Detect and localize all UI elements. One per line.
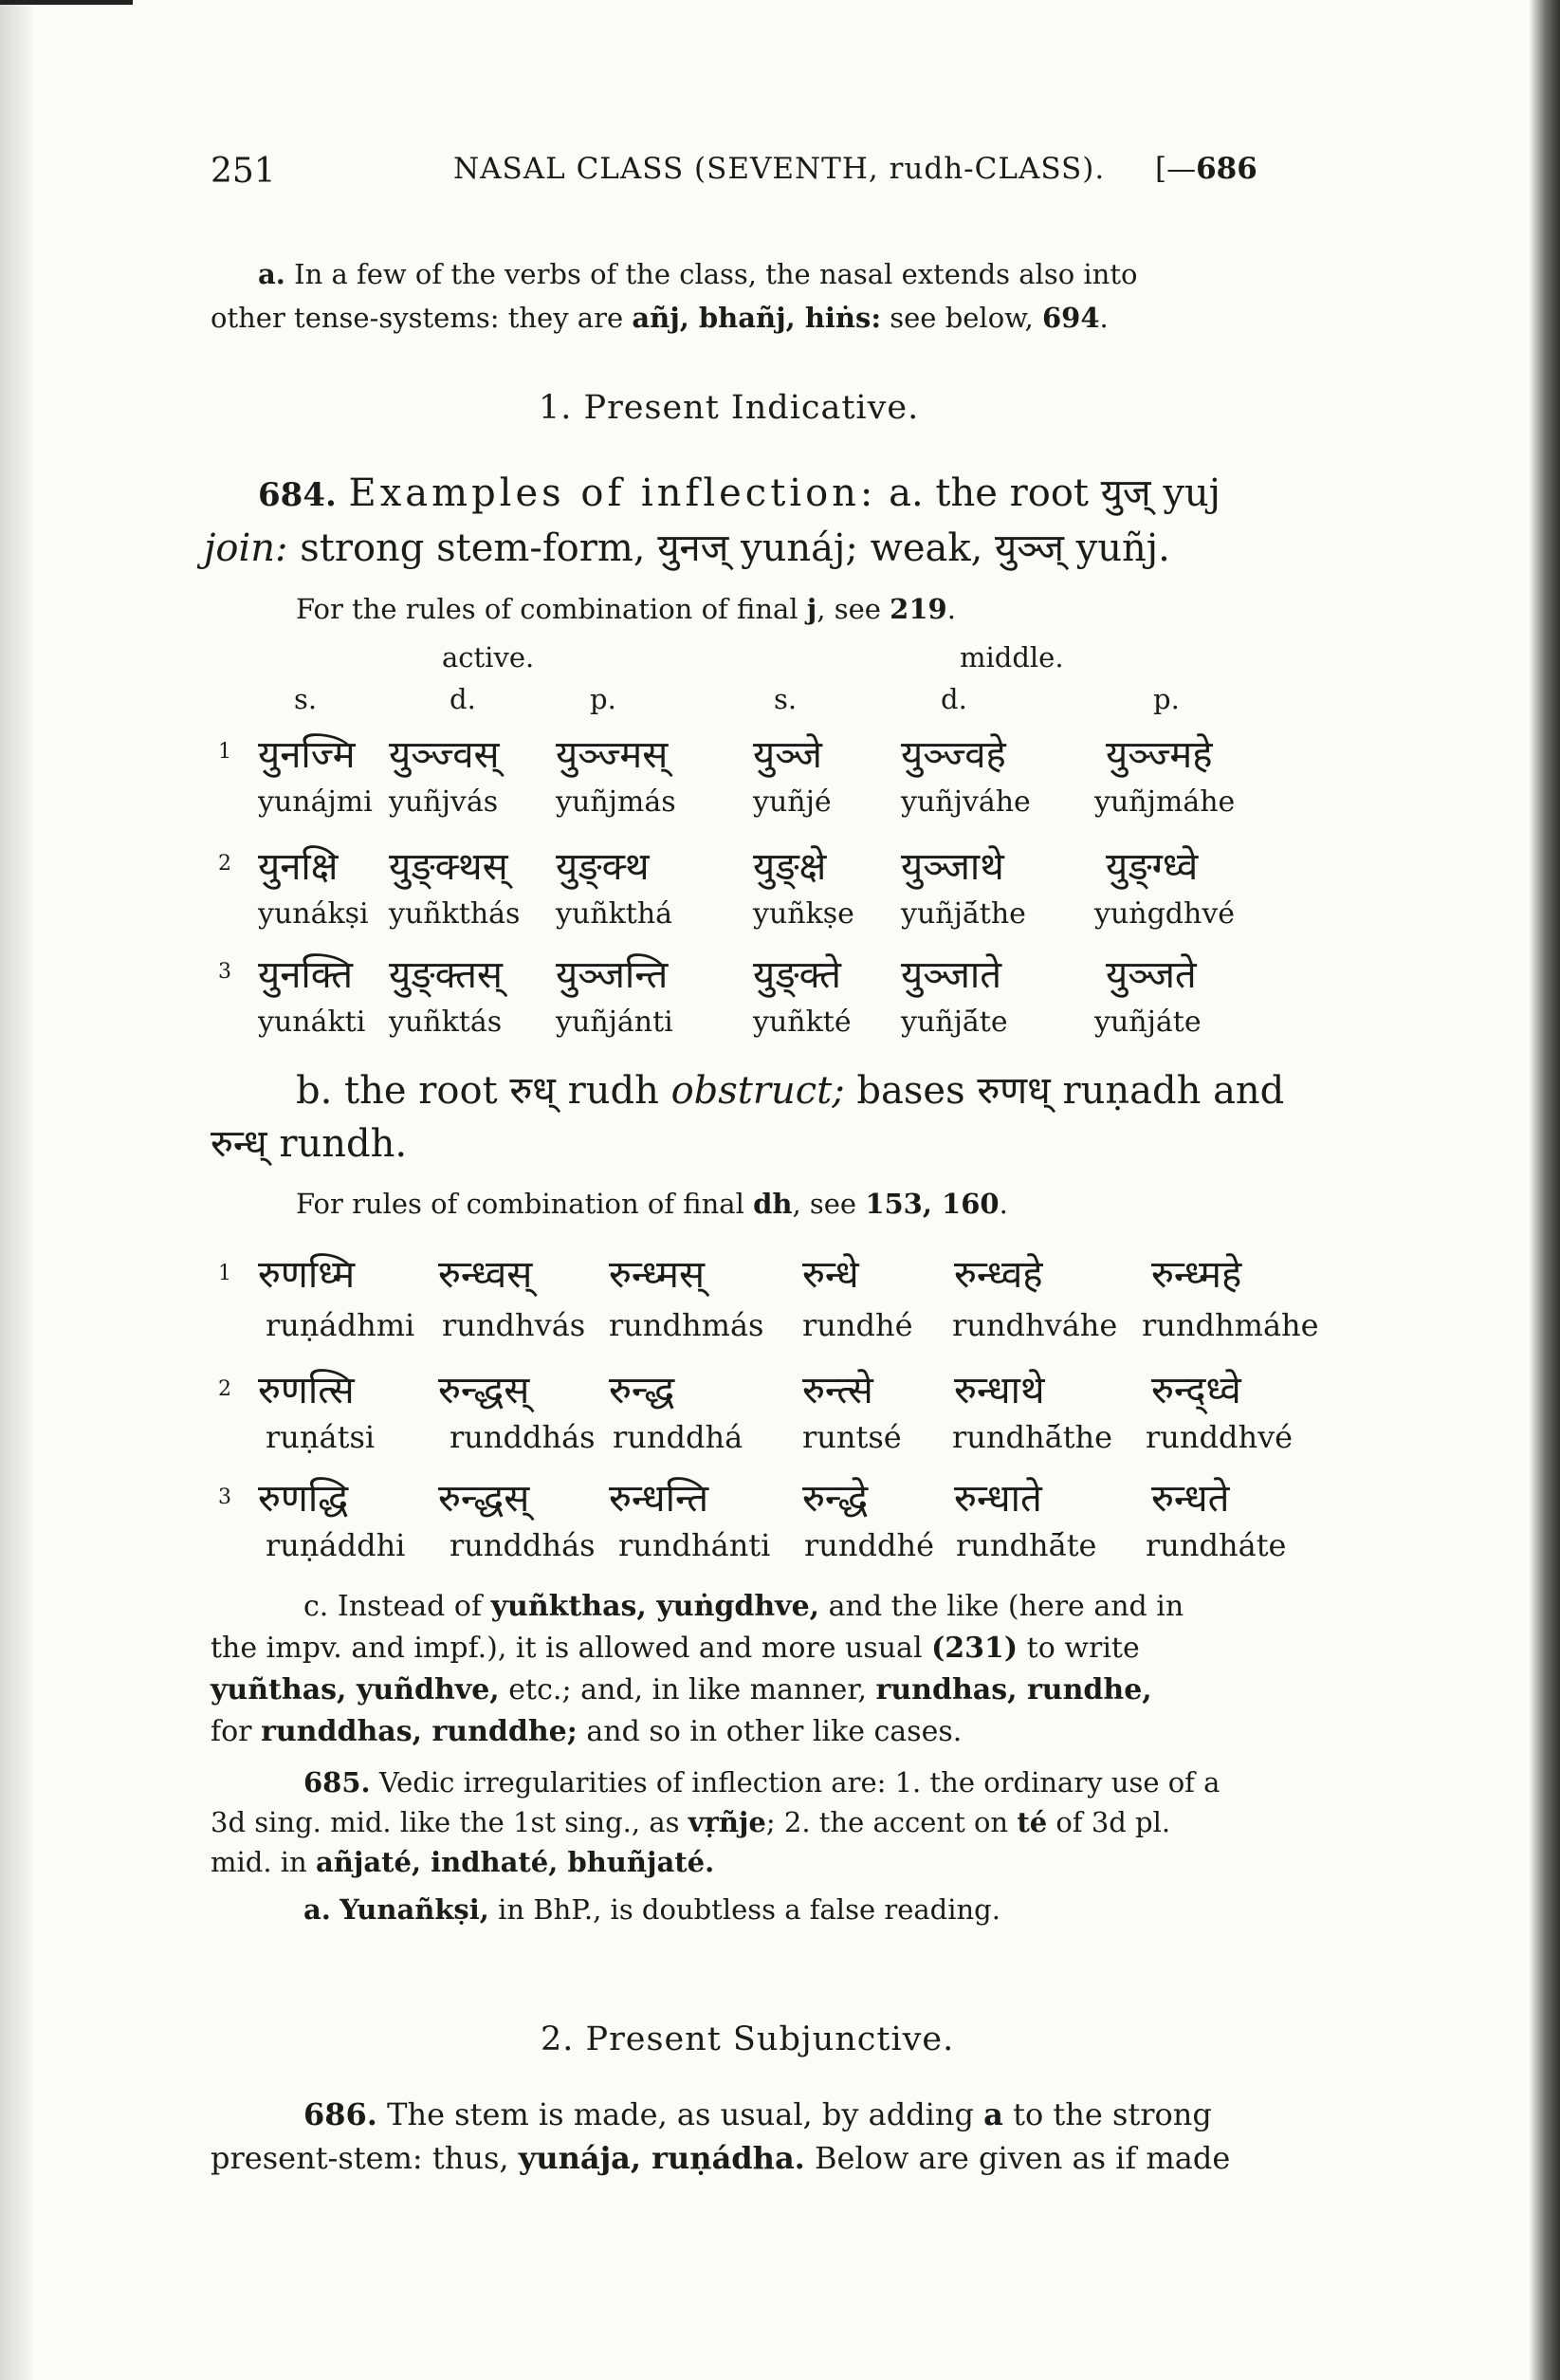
translit-form: ruṇátsi bbox=[266, 1419, 376, 1455]
translit-form: yunákṣi bbox=[258, 897, 369, 931]
translit-form: yuñktás bbox=[389, 1006, 503, 1039]
deva-form: रुन्द्धे bbox=[802, 1477, 869, 1521]
deva-form: युञ्जाथे bbox=[901, 845, 1004, 889]
translit-form: yuñjé bbox=[753, 785, 832, 819]
deva-form: युञ्ज्मस् bbox=[556, 733, 669, 777]
translit-form: rundhā́te bbox=[956, 1527, 1097, 1563]
deva-form: रुणत्सि bbox=[258, 1369, 355, 1412]
person-number: 1 bbox=[218, 1262, 231, 1285]
deva-form: रुन्ध्महे bbox=[1151, 1253, 1242, 1297]
deva-form: युङ्क्थस् bbox=[389, 845, 508, 889]
deva-form: युङ्क्षे bbox=[753, 845, 827, 889]
para-684-line1: 684. Examples of inflection: a. the root युज् yuj bbox=[258, 471, 1221, 515]
deva-form: रुन्धते bbox=[1151, 1477, 1230, 1521]
translit-form: rundhmáhe bbox=[1142, 1307, 1319, 1343]
person-number: 2 bbox=[218, 1377, 231, 1401]
deva-form: रुन्द्ध bbox=[609, 1369, 675, 1412]
section-range: [—686 bbox=[1155, 152, 1257, 186]
translit-form: yuñjā́the bbox=[901, 897, 1026, 931]
translit-form: yuṅgdhvé bbox=[1094, 897, 1236, 931]
translit-form: yuñjváhe bbox=[901, 785, 1031, 819]
translit-form: yuñjmáhe bbox=[1094, 785, 1236, 819]
deva-form: रुन्त्से bbox=[802, 1369, 873, 1412]
deva-form: रुन्द्धस् bbox=[438, 1369, 530, 1412]
number-label: s. bbox=[774, 683, 798, 715]
deva-form: रुन्धाथे bbox=[954, 1369, 1045, 1412]
deva-form: रुन्धन्ति bbox=[609, 1477, 709, 1521]
para-686-line1: 686. The stem is made, as usual, by adding a to the strong bbox=[303, 2096, 1212, 2132]
person-number: 3 bbox=[218, 960, 231, 984]
section-heading-present-indicative: 1. Present Indicative. bbox=[539, 389, 920, 427]
translit-form: yuñkṣe bbox=[753, 897, 854, 931]
deva-form: युनज्मि bbox=[258, 733, 356, 777]
number-label: d. bbox=[450, 683, 476, 715]
para-684-rules-note: For the rules of combination of final j, see 219. bbox=[296, 593, 956, 625]
deva-form: युङ्क्थ bbox=[556, 845, 650, 889]
translit-form: runddhás bbox=[450, 1419, 596, 1455]
para-684c-line2: the impv. and impf.), it is allowed and more usual (231) to write bbox=[211, 1632, 1140, 1665]
deva-form: युञ्ज्वहे bbox=[901, 733, 1006, 777]
translit-form: runddhá bbox=[613, 1419, 743, 1455]
translit-form: yuñjvás bbox=[389, 785, 499, 819]
para-684-line2: join: strong stem-form, युनज् yunáj; weak, युञ्ज् yuñj. bbox=[204, 526, 1170, 570]
deva-form: रुणध्मि bbox=[258, 1253, 356, 1297]
deva-form: युङ्क्तस् bbox=[389, 953, 503, 997]
number-label: s. bbox=[294, 683, 318, 715]
translit-form: runddhé bbox=[804, 1527, 935, 1563]
translit-form: yuñjánti bbox=[556, 1006, 673, 1039]
translit-form: runddhás bbox=[450, 1527, 596, 1563]
translit-form: yuñkté bbox=[753, 1006, 852, 1039]
translit-form: rundháte bbox=[1146, 1527, 1287, 1563]
deva-form: युनक्षि bbox=[258, 845, 339, 889]
deva-form: रुन्द्धस् bbox=[438, 1477, 530, 1521]
translit-form: ruṇádhmi bbox=[266, 1307, 415, 1343]
translit-form: rundhváhe bbox=[952, 1307, 1118, 1343]
translit-form: ruṇáddhi bbox=[266, 1527, 406, 1563]
translit-form: rundhé bbox=[802, 1307, 913, 1343]
deva-form: रुन्ध्मस् bbox=[609, 1253, 705, 1297]
translit-form: rundhánti bbox=[618, 1527, 771, 1563]
section-heading-present-subjunctive: 2. Present Subjunctive. bbox=[541, 2020, 955, 2058]
deva-form: रुन्ध्वहे bbox=[954, 1253, 1043, 1297]
deva-form: रुन्ध्वस् bbox=[438, 1253, 533, 1297]
running-head: NASAL CLASS (SEVENTH, rudh-CLASS). bbox=[453, 152, 1106, 186]
number-label: p. bbox=[590, 683, 616, 715]
translit-form: yuñkthá bbox=[556, 897, 673, 931]
person-number: 1 bbox=[218, 740, 231, 764]
voice-label-active: active. bbox=[442, 641, 535, 673]
deva-form: रुन्द्ध्वे bbox=[1151, 1369, 1241, 1412]
translit-form: rundhvás bbox=[442, 1307, 586, 1343]
para-684b-line1: b. the root रुध् rudh obstruct; bases रुणध् ruṇadh and bbox=[296, 1069, 1285, 1113]
translit-form: yuñjáte bbox=[1094, 1006, 1202, 1039]
scan-left-shadow bbox=[0, 0, 32, 2380]
deva-form: युङ्ग्ध्वे bbox=[1106, 845, 1199, 889]
number-label: p. bbox=[1153, 683, 1180, 715]
para-685-line1: 685. Vedic irregularities of inflection are: 1. the ordinary use of a bbox=[303, 1766, 1220, 1799]
translit-form: rundhmás bbox=[609, 1307, 764, 1343]
deva-form: युनक्ति bbox=[258, 953, 353, 997]
translit-form: yunákti bbox=[258, 1006, 366, 1039]
person-number: 2 bbox=[218, 852, 231, 876]
deva-form: युञ्ज्महे bbox=[1106, 733, 1213, 777]
para-684c-line3: yuñthas, yuñdhve, etc.; and, in like manner, rundhas, rundhe, bbox=[211, 1673, 1152, 1707]
deva-form: रुन्धे bbox=[802, 1253, 859, 1297]
intro-note-line2: other tense-systems: they are añj, bhañj, hiṅs: see below, 694. bbox=[211, 302, 1109, 334]
translit-form: yuñkthás bbox=[389, 897, 521, 931]
translit-form: yuñjā́te bbox=[901, 1006, 1008, 1039]
voice-label-middle: middle. bbox=[960, 641, 1064, 673]
deva-form: युञ्जते bbox=[1106, 953, 1197, 997]
para-684c-line1: c. Instead of yuñkthas, yuṅgdhve, and the like (here and in bbox=[303, 1590, 1184, 1623]
deva-form: युङ्क्ते bbox=[753, 953, 841, 997]
para-684b-rules-note: For rules of combination of final dh, see 153, 160. bbox=[296, 1188, 1008, 1220]
person-number: 3 bbox=[218, 1485, 231, 1509]
para-685-line2: 3d sing. mid. like the 1st sing., as vṛñje; 2. the accent on té of 3d pl. bbox=[211, 1806, 1171, 1838]
page-number: 251 bbox=[211, 152, 276, 191]
scan-top-mark bbox=[0, 0, 133, 5]
deva-form: युञ्जे bbox=[753, 733, 822, 777]
number-label: d. bbox=[941, 683, 967, 715]
deva-form: युञ्जन्ति bbox=[556, 953, 669, 997]
intro-note-line1: a. In a few of the verbs of the class, the nasal extends also into bbox=[258, 258, 1138, 290]
deva-form: रुन्धाते bbox=[954, 1477, 1042, 1521]
translit-form: yunájmi bbox=[258, 785, 373, 819]
para-684c-line4: for runddhas, runddhe; and so in other like cases. bbox=[211, 1715, 963, 1748]
translit-form: yuñjmás bbox=[556, 785, 676, 819]
deva-form: युञ्जाते bbox=[901, 953, 1002, 997]
para-685a: a. Yunañkṣi, in BhP., is doubtless a false reading. bbox=[303, 1893, 1000, 1926]
para-686-line2: present-stem: thus, yunája, ruṇádha. Below are given as if made bbox=[211, 2140, 1231, 2176]
para-684b-line2: रुन्ध् rundh. bbox=[211, 1122, 408, 1166]
translit-form: runddhvé bbox=[1146, 1419, 1294, 1455]
deva-form: रुणद्धि bbox=[258, 1477, 349, 1521]
para-685-line3: mid. in añjaté, indhaté, bhuñjaté. bbox=[211, 1846, 715, 1878]
translit-form: rundhā́the bbox=[952, 1419, 1113, 1455]
deva-form: युञ्ज्वस् bbox=[389, 733, 500, 777]
translit-form: runtsé bbox=[802, 1419, 902, 1455]
scan-right-edge bbox=[1529, 0, 1560, 2380]
